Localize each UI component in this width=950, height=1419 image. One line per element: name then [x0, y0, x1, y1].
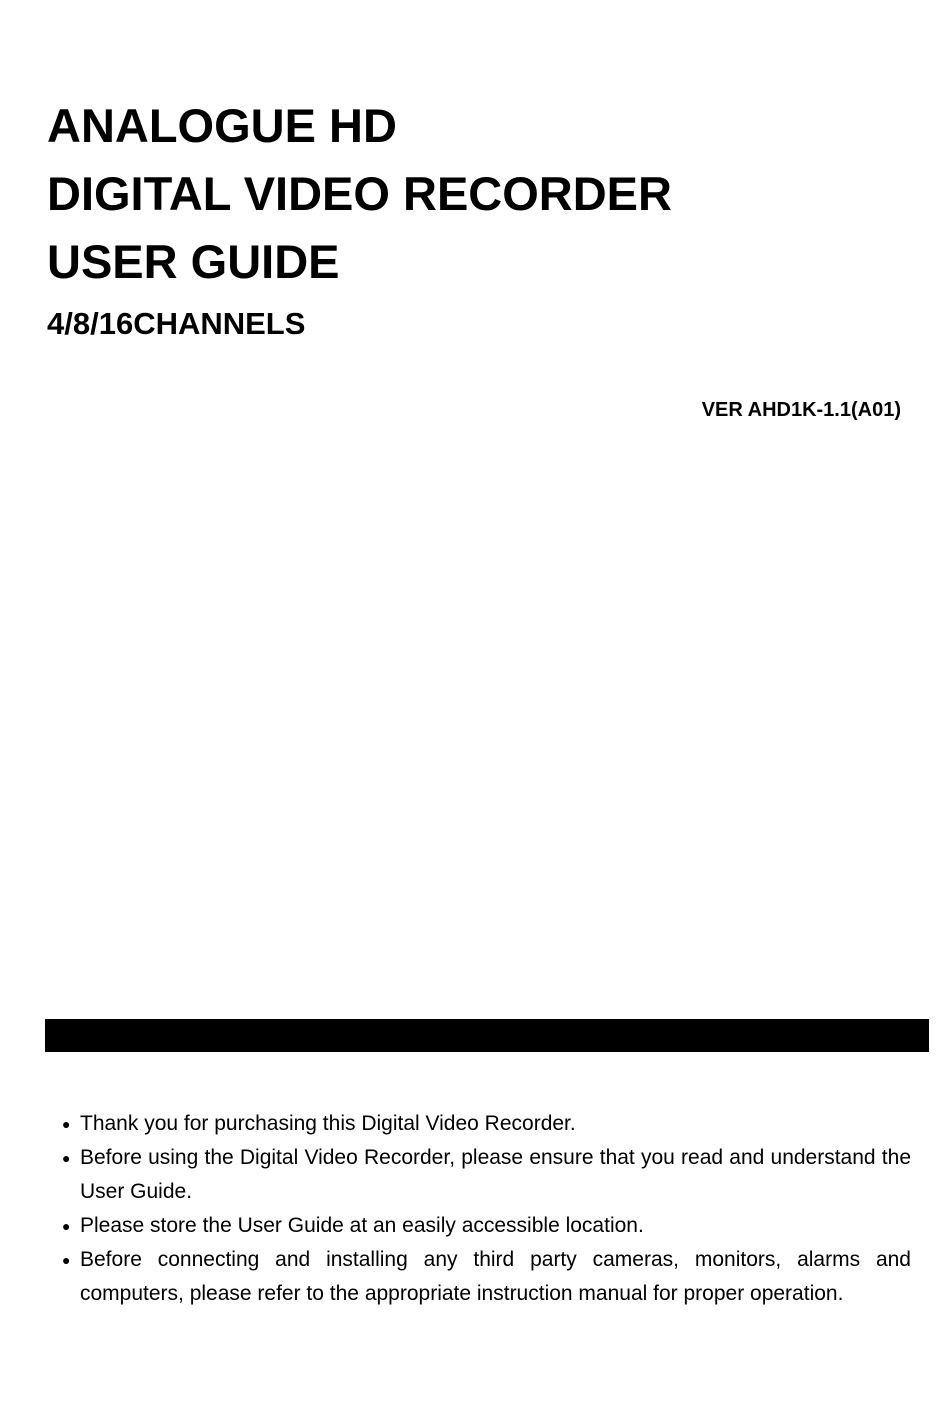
note-text: Thank you for purchasing this Digital Video Recorder. [80, 1112, 576, 1135]
notes-list [62, 1107, 911, 1311]
note-text: Before using the Digital Video Recorder, please ensure that you read and understand the User Guide. [80, 1146, 911, 1203]
title-line-1: ANALOGUE HD [47, 99, 397, 152]
title-line-3: USER GUIDE [47, 235, 340, 288]
version-label: VER AHD1K-1.1(A01) [701, 399, 901, 421]
note-item [62, 1107, 911, 1141]
bullet-icon: ● [62, 1116, 71, 1132]
note-text: Before connecting and installing any third party cameras, monitors, alarms and computers, please refer to the appropriate instruction manual for proper operation. [80, 1248, 911, 1305]
bullet-icon: ● [62, 1150, 71, 1166]
black-divider-bar [45, 1019, 929, 1052]
title-line-2: DIGITAL VIDEO RECORDER [47, 167, 672, 220]
document-title [47, 92, 672, 296]
bullet-icon: ● [62, 1252, 71, 1268]
note-item [62, 1141, 911, 1209]
note-text: Please store the User Guide at an easily accessible location. [80, 1214, 644, 1237]
bullet-icon: ● [62, 1218, 71, 1234]
channels-subtitle: 4/8/16CHANNELS [47, 306, 306, 341]
note-item [62, 1243, 911, 1311]
note-item [62, 1209, 911, 1243]
